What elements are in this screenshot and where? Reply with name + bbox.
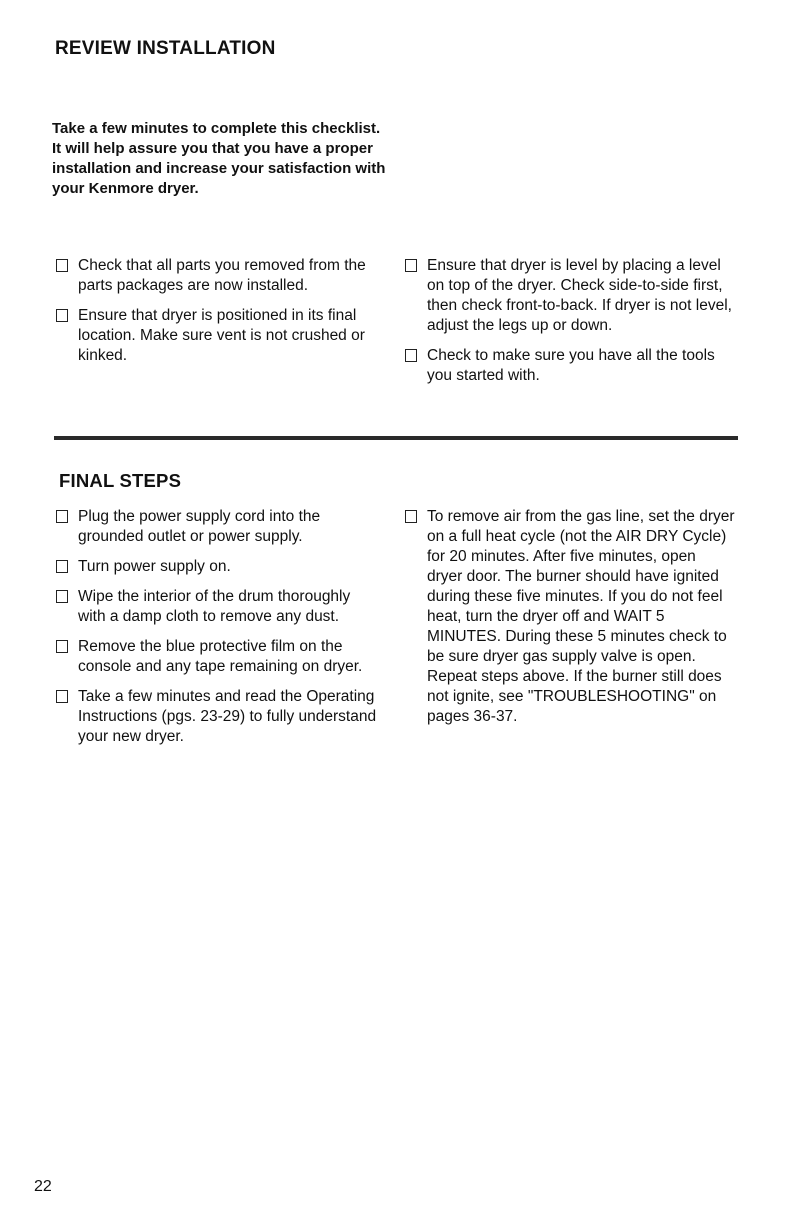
- checklist-item-text: Remove the blue protective film on the console and any tape remaining on dryer.: [78, 638, 363, 675]
- checklist-item-text: Ensure that dryer is positioned in its final location. Make sure vent is not crushed or kinked.: [78, 307, 365, 364]
- checklist-item: [56, 637, 381, 677]
- checklist-item-text: Wipe the interior of the drum thoroughly with a damp cloth to remove any dust.: [78, 588, 351, 625]
- checkbox-icon[interactable]: [56, 259, 68, 272]
- review-intro-text: Take a few minutes to complete this checklist. It will help assure you that you have a proper installation and increase your satisfaction with your Kenmore dryer.: [52, 120, 386, 197]
- checkbox-icon[interactable]: [56, 590, 68, 603]
- checklist-item: [56, 687, 381, 747]
- checklist-item-text: Take a few minutes and read the Operating Instructions (pgs. 23-29) to fully understand your new dryer.: [78, 688, 377, 745]
- checklist-item-text: Check to make sure you have all the tools you started with.: [427, 347, 715, 384]
- section-divider: [54, 436, 738, 440]
- checkbox-icon[interactable]: [56, 309, 68, 322]
- checklist-item-text: To remove air from the gas line, set the dryer on a full heat cycle (not the AIR DRY Cycle) for 20 minutes. After five minutes, open dryer door. The burner should have ignited during these five minutes. If you do not feel heat, turn the dryer off and WAIT 5 MINUTES. During these 5 minutes check to be sure dryer gas supply valve is open. Repeat steps above. If the burner still does not ignite, see "TROUBLESHOOTING" on pages 36-37.: [427, 508, 735, 725]
- checklist-item: [56, 256, 376, 296]
- checklist-item: [56, 557, 381, 577]
- checkbox-icon[interactable]: [56, 510, 68, 523]
- checklist-item: [405, 346, 735, 386]
- final-checklist-right: [405, 507, 735, 737]
- checkbox-icon[interactable]: [56, 560, 68, 573]
- checklist-item-text: Check that all parts you removed from the parts packages are now installed.: [78, 257, 366, 294]
- review-installation-heading: REVIEW INSTALLATION: [55, 38, 276, 59]
- checkbox-icon[interactable]: [405, 259, 417, 272]
- checklist-item: [405, 256, 735, 336]
- checklist-item-text: Ensure that dryer is level by placing a level on top of the dryer. Check side-to-side first, then check front-to-back. If dryer is not level, adjust the legs up or down.: [427, 257, 732, 334]
- review-checklist-left: [56, 256, 376, 376]
- checklist-item-text: Turn power supply on.: [78, 558, 231, 575]
- checkbox-icon[interactable]: [405, 510, 417, 523]
- checklist-item: [56, 587, 381, 627]
- review-checklist-right: [405, 256, 735, 396]
- checklist-item: [56, 306, 376, 366]
- checklist-item: [56, 507, 381, 547]
- checkbox-icon[interactable]: [405, 349, 417, 362]
- checklist-item: [405, 507, 735, 727]
- checkbox-icon[interactable]: [56, 690, 68, 703]
- final-steps-heading: FINAL STEPS: [59, 470, 182, 491]
- checklist-item-text: Plug the power supply cord into the grounded outlet or power supply.: [78, 508, 321, 545]
- page-number: 22: [34, 1178, 52, 1195]
- checkbox-icon[interactable]: [56, 640, 68, 653]
- final-checklist-left: [56, 507, 381, 757]
